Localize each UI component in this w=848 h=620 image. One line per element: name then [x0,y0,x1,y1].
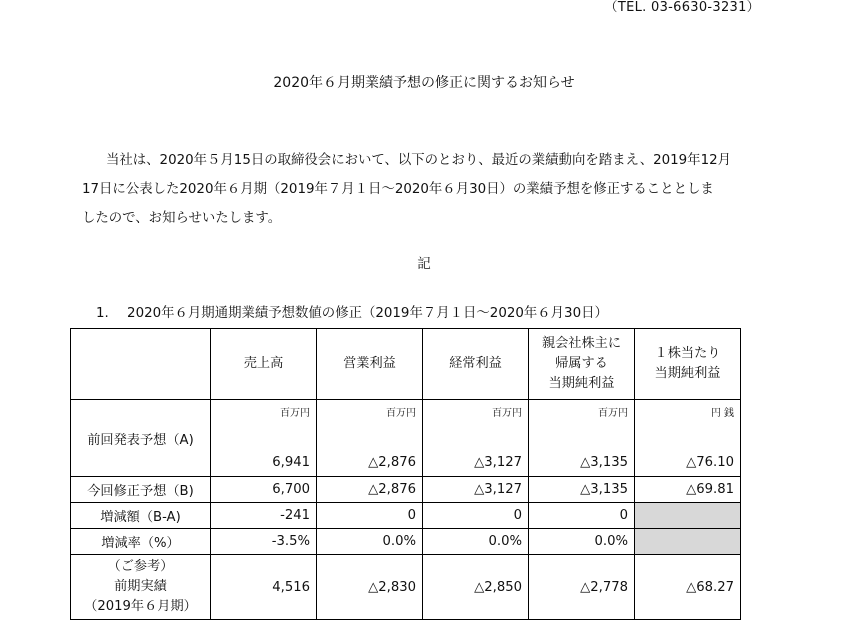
cell-net: 0.0% [529,529,635,555]
section-heading [96,302,608,321]
table-row-change-amount [71,503,741,529]
cell-sales: 4,516 [211,555,317,620]
header-net-income [529,329,635,400]
cell-sales: -3.5% [211,529,317,555]
unit-label: 百万円 [492,408,522,419]
header-eps [635,329,741,400]
cell-net: △3,135 [529,477,635,503]
header-net-l1: 親会社株主に [541,336,622,351]
cell-eps: △69.81 [635,477,741,503]
row-label: 今回修正予想（B) [71,477,211,503]
cell-operating: △2,876 [317,477,423,503]
cell-net: 0 [529,503,635,529]
document-title: 2020年６月期業績予想の修正に関するお知らせ [273,75,575,91]
unit-label: 円 銭 [710,408,734,419]
row-label: 前回発表予想（A) [71,400,211,477]
cell-ordinary [423,400,529,477]
cell-eps-shaded [635,503,741,529]
body-paragraph [82,146,782,233]
row-label-l2: 前期実績 [114,579,167,594]
forecast-table [70,328,741,620]
ki-mark: 記 [417,256,431,272]
cell-net: △2,778 [529,555,635,620]
cell-sales: -241 [211,503,317,529]
cell-operating [317,400,423,477]
cell-value: △3,127 [474,455,522,470]
row-label: 増減率（%） [71,529,211,555]
header-ordinary-profit: 経常利益 [423,329,529,400]
cell-ordinary: △3,127 [423,477,529,503]
header-net-l3: 当期純利益 [548,376,615,391]
row-label-l3: （2019年６月期） [84,599,197,614]
table-header-row [71,329,741,400]
unit-label: 百万円 [598,408,628,419]
section-number: 1. [96,306,109,321]
header-net-l2: 帰属する [555,356,608,371]
cell-ordinary: 0.0% [423,529,529,555]
header-eps-l1: １株当たり [654,346,721,361]
cell-operating: 0 [317,503,423,529]
cell-value: △76.10 [686,455,734,470]
table-row-prior-year-actual [71,555,741,620]
body-line: 当社は、2020年５月15日の取締役会において、以下のとおり、最近の業績動向を踏まえ、2019年12月 [106,153,732,168]
cell-sales: 6,700 [211,477,317,503]
table-row-change-rate [71,529,741,555]
section-title: 2020年６月期通期業績予想数値の修正（2019年７月１日～2020年６月30日） [127,306,608,321]
cell-value: △3,135 [580,455,628,470]
body-line: 17日に公表した2020年６月期（2019年７月１日～2020年６月30日）の業績予想を修正することとしま [82,182,714,197]
row-label [71,555,211,620]
cell-ordinary: △2,850 [423,555,529,620]
header-blank [71,329,211,400]
table-row-current-forecast [71,477,741,503]
cell-operating: 0.0% [317,529,423,555]
row-label: 増減額（B-A) [71,503,211,529]
cell-eps-shaded [635,529,741,555]
header-eps-l2: 当期純利益 [654,366,721,381]
header-sales: 売上高 [211,329,317,400]
row-label-l1: （ご参考） [107,559,174,574]
cell-value: 6,941 [272,455,310,470]
cell-value: △2,876 [368,455,416,470]
unit-label: 百万円 [386,408,416,419]
cell-net [529,400,635,477]
table-row-previous-forecast [71,400,741,477]
contact-tel: （TEL. 03-6630-3231） [604,0,760,15]
cell-sales [211,400,317,477]
unit-label: 百万円 [280,408,310,419]
cell-ordinary: 0 [423,503,529,529]
header-operating-profit: 営業利益 [317,329,423,400]
cell-eps: △68.27 [635,555,741,620]
cell-operating: △2,830 [317,555,423,620]
body-line: したので、お知らせいたします。 [82,211,282,226]
cell-eps [635,400,741,477]
